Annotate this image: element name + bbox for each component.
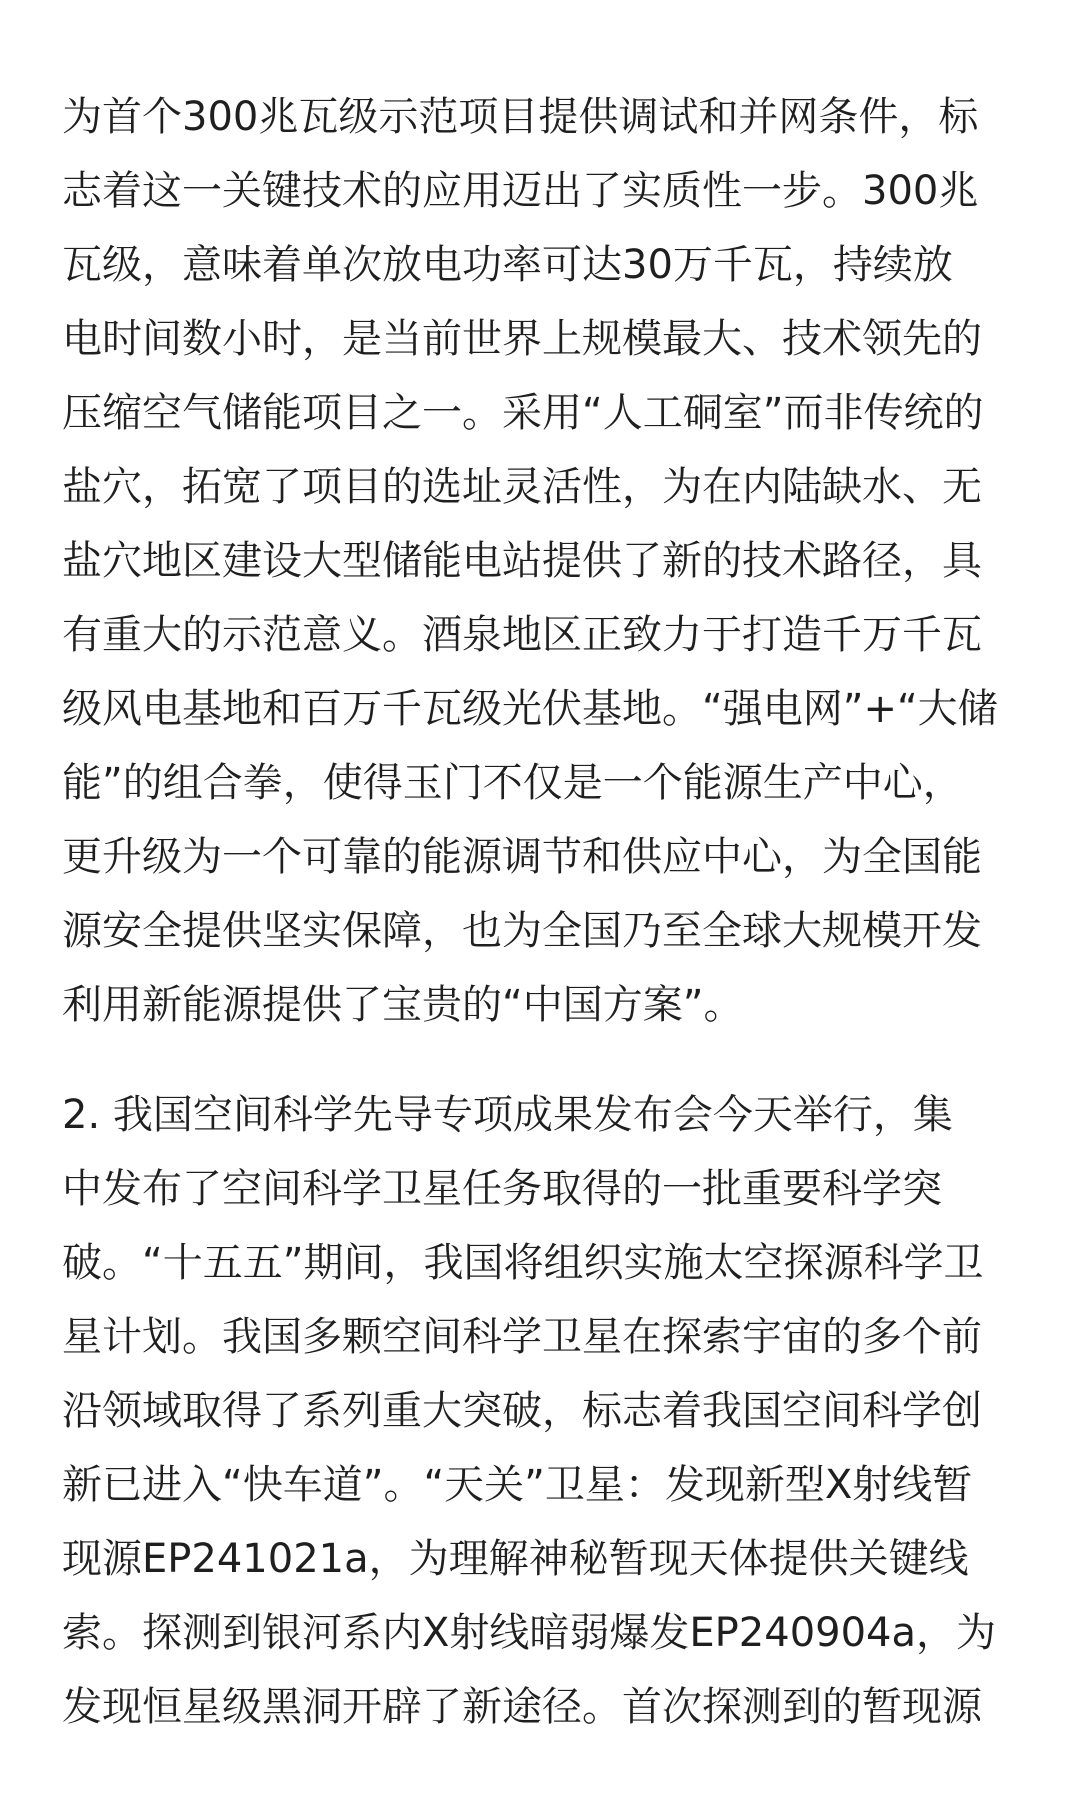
text-line: 能”的组合拳，使得玉门不仅是一个能源生产中心， (62, 760, 963, 806)
text-line: 破。“十五五”期间，我国将组织实施太空探源科学卫 (62, 1240, 984, 1286)
text-line: 发现恒星级黑洞开辟了新途径。首次探测到的暂现源 (62, 1684, 982, 1730)
text-line: 新已进入“快车道”。“天关”卫星：发现新型X射线暂 (62, 1462, 973, 1508)
text-line: 瓦级，意味着单次放电功率可达30万千瓦，持续放 (62, 242, 953, 288)
text-line: 2. 我国空间科学先导专项成果发布会今天举行，集 (62, 1092, 953, 1138)
text-line: 沿领域取得了系列重大突破，标志着我国空间科学创 (62, 1388, 982, 1434)
text-line: 利用新能源提供了宝贵的“中国方案”。 (62, 982, 744, 1028)
text-line: 志着这一关键技术的应用迈出了实质性一步。300兆 (62, 168, 979, 214)
text-line: 星计划。我国多颗空间科学卫星在探索宇宙的多个前 (62, 1314, 982, 1360)
text-line: 为首个300兆瓦级示范项目提供调试和并网条件，标 (62, 94, 979, 140)
text-line: 盐穴地区建设大型储能电站提供了新的技术路径，具 (62, 538, 982, 584)
paragraph-1 (62, 80, 1022, 1042)
text-line: 更升级为一个可靠的能源调节和供应中心，为全国能 (62, 834, 982, 880)
text-line: 现源EP241021a，为理解神秘暂现天体提供关键线 (62, 1536, 969, 1582)
text-line: 级风电基地和百万千瓦级光伏基地。“强电网”+“大储 (62, 686, 998, 732)
text-line: 源安全提供坚实保障，也为全国乃至全球大规模开发 (62, 908, 982, 954)
paragraph-spacer (62, 1042, 1022, 1078)
text-line: 压缩空气储能项目之一。采用“人工硐室”而非传统的 (62, 390, 984, 436)
paragraph-2 (62, 1078, 1022, 1744)
text-line: 有重大的示范意义。酒泉地区正致力于打造千万千瓦 (62, 612, 982, 658)
article-body (62, 80, 1022, 1744)
text-line: 中发布了空间科学卫星任务取得的一批重要科学突 (62, 1166, 942, 1212)
text-line: 电时间数小时，是当前世界上规模最大、技术领先的 (62, 316, 982, 362)
text-line: 盐穴，拓宽了项目的选址灵活性，为在内陆缺水、无 (62, 464, 982, 510)
text-line: 索。探测到银河系内X射线暗弱爆发EP240904a，为 (62, 1610, 997, 1656)
